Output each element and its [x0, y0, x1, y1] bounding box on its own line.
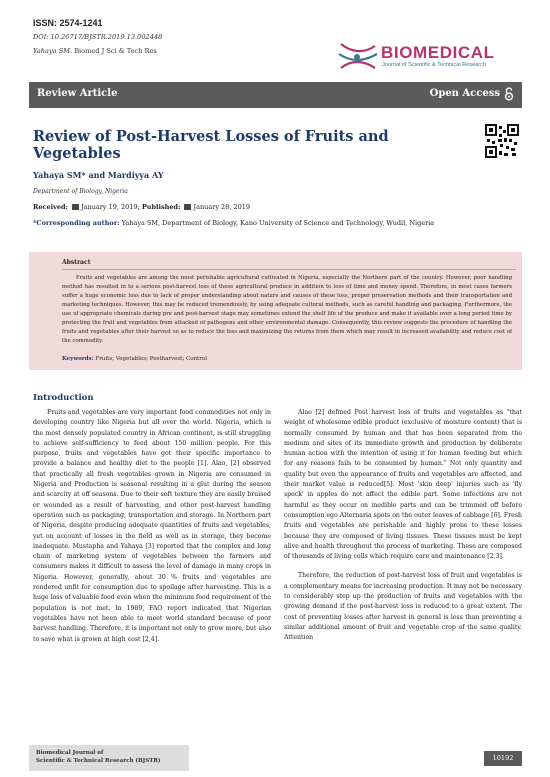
calendar-icon — [184, 204, 191, 210]
keywords-list: Fruits; Vegetables; Postharvest; Control — [95, 356, 207, 362]
journal-author: Yahaya SM. — [33, 47, 73, 55]
article-dates — [33, 203, 250, 211]
calendar-icon — [72, 204, 79, 210]
authors[interactable]: Yahaya SM* and Mardiyya AY — [33, 170, 164, 180]
page-number: 10192 — [484, 751, 522, 766]
affiliation: Department of Biology, Nigeria — [33, 188, 128, 195]
footer-journal-line2: Scientific & Technical Research (BJSTR) — [36, 758, 161, 764]
intro-paragraph: Alao [2] defined Post harvest loss of fruits and vegetables as "that weight of wholesome edible product (exclusive of moisture content) that is normally consumed by human and that has been separated from the medium and sites of its immediate growth and production by deliberate human action with the intention of using it for human feeding but which for any reasons fails to be consumed by human." Not only quantity and quality but even the appearance of fruits and vegetables are affected, and their market value is reduced[5]. Most 'skin deep' injuries such as 'fly speck' in apples do not affect the edible part. Some infections are not harmful as they occur on inedible parts and can be trimmed off before consumption ego Alternaria spots on the outer leaves of cabbage [6]. Fresh fruits and vegetables are perishable and highly prone to these losses because they are composed of living tissues. These tissues must be kept alive and health throughout the process of marketing. These are composed of thousands of living cells which require care and maintenance [2,3]. — [284, 409, 522, 561]
journal-reference — [33, 47, 157, 55]
published-label: Published: — [141, 203, 181, 211]
abstract-divider — [62, 269, 516, 270]
footer-journal-name — [36, 749, 160, 765]
abstract-body: Fruits and vegetables are among the most perishable agricultural cultivated in Nigeria, especially the Northern part of the country. However, poor handling method has resulted in to a serious post-harvest loss of these agricultural produce in addition to loss of time and money spend. Therefore, in most cases farmers suffer a huge economic loss due to lack of proper understanding about nature and causes of these loss, proper preservation methods and their transportation and marketing techniques. However, this may be reduced tremendously, by using adequate cultural methods, such as careful handling and packaging. Furthermore, the use of appropriate chemicals during pre and post-harvest stage may sometimes extend the shelf life of the produce and make it available over a long period time by protecting the fruit and vegetables from attacked of pathogens and other environmental damage. Consequently, this review suggests the procedure of handling the fruits and vegetables after their harvest so as to reduce the loss and maximizing the returns from them which may result in increased availability and reduce cost of the commodity. — [62, 275, 512, 345]
issn: ISSN: 2574-1241 — [33, 18, 103, 28]
logo-name: BIOMEDICAL — [381, 43, 495, 62]
qr-code-icon[interactable] — [485, 124, 519, 158]
intro-paragraph: Therefore, the reduction of post-harvest loss of fruit and vegetables is a complementary means for increasing production. It may not be necessary to considerably step up the production of fruits and vegetables with the growing demand if the post-harvest loss is reduced to a great extent. The cost of preventing losses after harvest in general is less than preventing a similar additional amount of fruit and vegetable crop of the same quality. Attention — [284, 572, 522, 642]
keywords-label: Keywords: — [62, 356, 94, 362]
doi[interactable]: DOI: 10.26717/BJSTR.2019.13.002448 — [33, 33, 163, 41]
intro-paragraph: Fruits and vegetables are very important food commodities not only in developing country like Nigeria but all over the world. Nigeria, which is the most densely populated country in African continent, is still struggling to achieve self-sufficiency to feed about 150 million people. For this purpose, fruits and vegetables have got their specific importance to provide a balance and healthy diet to the people [1]. Alao, [2] observed that practically all fresh vegetables grown in Nigeria are consumed in Nigeria and Production is seasonal resulting in a glut during the season and scarcity at off seasons. Due to their soft texture they are easily bruised or wounded as a result of harvesting, and other post-harvest handling operation such as packaging, transportation and storage. In Northern part of Nigeria, despite producing adequate quantities of fruits and vegetables, yet on account of losses in the field as well as in storage, they become inadequate. Mustapha and Yahaya [3] reported that the complex and long chain of marketing system of vegetables between the farmers and consumers makes it difficult to assess the level of damage in many crops in Nigeria. However, generally, about 30 % fruits and vegetables are rendered unfit for consumption due to spoilage after harvesting. This is a huge loss of valuable food even when the minimum food requirement of the population is not met. In 1989, FAO report indicated that Nigerian vegetables have not been able to meet world standard because of poor harvest handling. Therefore, it is important not only to grow more, but also to save what is grown at high cost [2,4]. — [33, 409, 271, 643]
corresponding-author — [33, 219, 523, 227]
footer-journal-line1: Biomedical Journal of — [36, 750, 104, 756]
abstract-box — [29, 252, 522, 370]
article-type-label: Review Article — [37, 88, 118, 99]
keywords — [62, 356, 207, 362]
biomedical-logo[interactable] — [335, 40, 525, 74]
left-column — [33, 408, 271, 645]
journal-name: Biomed J Sci & Tech Res — [74, 47, 157, 55]
open-access-label[interactable]: Open Access — [429, 88, 500, 99]
introduction-heading: Introduction — [33, 393, 94, 403]
received-label: Received: — [33, 203, 68, 211]
abstract-heading: Abstract — [62, 259, 91, 266]
logo-subtitle: Journal of Scientific & Technical Research — [382, 62, 487, 68]
corresponding-text: Yahaya SM, Department of Biology, Kano University of Science and Technology, Wudil, Nigeria — [121, 219, 435, 227]
open-lock-icon — [504, 87, 514, 101]
article-type-banner — [29, 82, 522, 108]
received-date: January 19, 2019; — [81, 203, 140, 211]
dna-logo-icon — [335, 40, 379, 74]
published-date: January 28, 2019 — [193, 203, 251, 211]
corresponding-label: *Corresponding author: — [33, 219, 120, 227]
article-title: Review of Post-Harvest Losses of Fruits and Vegetables — [33, 128, 389, 162]
right-column — [284, 408, 522, 644]
page-footer — [0, 744, 550, 777]
